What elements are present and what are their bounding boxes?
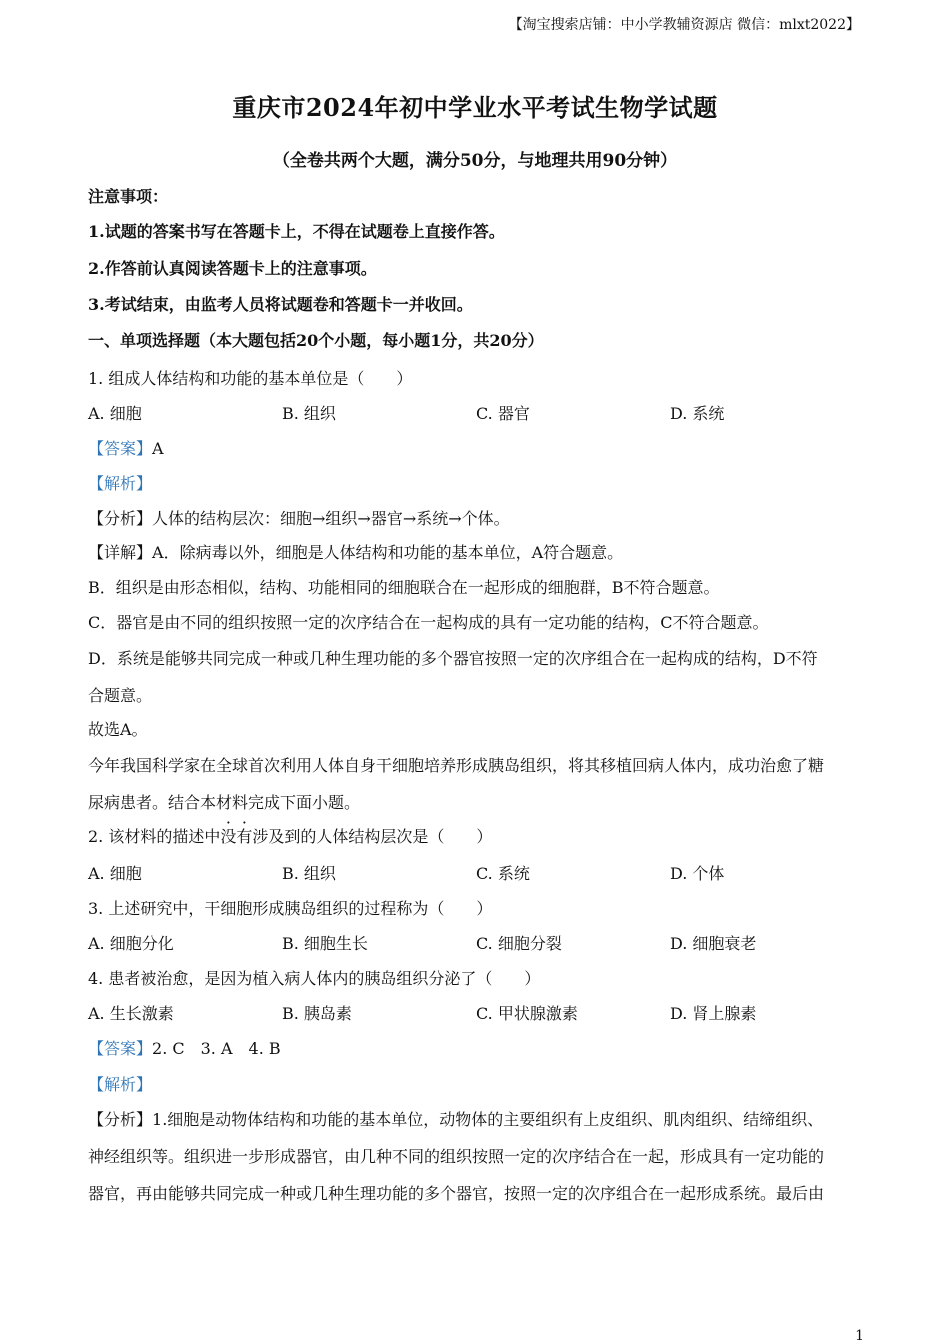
- question-stem: 3. 上述研究中，干细胞形成胰岛组织的过程称为（ ）: [88, 899, 493, 918]
- option-b: B. 组织: [282, 404, 336, 423]
- option-a: A. 细胞: [88, 864, 142, 883]
- fenxi-tag: 【分析】: [88, 1110, 153, 1129]
- emphasis-char: 没: [220, 827, 237, 846]
- notice-heading: 注意事项：: [88, 187, 169, 206]
- option-c: C. 甲状腺激素: [476, 1004, 578, 1023]
- page-subtitle: （全卷共两个大题，满分50分，与地理共用90分钟）: [272, 151, 678, 171]
- header-note: 【淘宝搜索店铺：中小学教辅资源店 微信：mlxt2022】: [508, 17, 860, 33]
- analysis-line: B．组织是由形态相似，结构、功能相同的细胞联合在一起形成的细胞群，B不符合题意。: [88, 578, 720, 597]
- analysis-tag: 【解析】: [88, 474, 153, 493]
- question-stem: 4. 患者被治愈，是因为植入病人体内的胰岛组织分泌了（ ）: [88, 969, 541, 988]
- option-d: D. 细胞衰老: [670, 934, 757, 953]
- section-heading: 一、单项选择题（本大题包括20个小题，每小题1分，共20分）: [88, 331, 544, 350]
- fenxi-text: 1.细胞是动物体结构和功能的基本单位，动物体的主要组织有上皮组织、肌肉组织、结缔组织、: [152, 1110, 824, 1129]
- material-text: 尿病患者。结合本材料完成下面小题。: [88, 793, 361, 812]
- xiangjie-tag: 【详解】: [88, 543, 153, 562]
- analysis-line: 合题意。: [88, 686, 153, 705]
- stem-part: 2. 该材料的描述中: [88, 827, 221, 846]
- option-a: A. 生长激素: [88, 1004, 174, 1023]
- answer-line: [88, 436, 164, 459]
- option-a: A. 细胞分化: [88, 934, 174, 953]
- option-d: D. 系统: [670, 404, 725, 423]
- notice-item: 3.考试结束，由监考人员将试题卷和答题卡一并收回。: [88, 295, 473, 314]
- option-d: D. 个体: [670, 864, 725, 883]
- option-b: B. 细胞生长: [282, 934, 368, 953]
- notice-item: 1.试题的答案书写在答题卡上，不得在试题卷上直接作答。: [88, 222, 505, 241]
- option-c: C. 系统: [476, 864, 530, 883]
- page-number: 1: [855, 1328, 864, 1344]
- answer-tag: 【答案】: [88, 1039, 153, 1058]
- option-d: D. 肾上腺素: [670, 1004, 757, 1023]
- emphasis-char: 有: [236, 827, 253, 846]
- analysis-tag: 【解析】: [88, 1075, 153, 1094]
- question-stem: [88, 824, 492, 847]
- analysis-line: 故选A。: [88, 720, 148, 739]
- answer-value: A: [152, 439, 164, 458]
- option-b: B. 组织: [282, 864, 336, 883]
- analysis-line: C．器官是由不同的组织按照一定的次序结合在一起构成的具有一定功能的结构，C不符合题意。: [88, 613, 769, 632]
- page-title: 重庆市2024年初中学业水平考试生物学试题: [232, 93, 718, 122]
- analysis-line: [88, 540, 623, 563]
- notice-item: 2.作答前认真阅读答题卡上的注意事项。: [88, 259, 377, 278]
- answer-tag: 【答案】: [88, 439, 153, 458]
- answer-line: [88, 1036, 281, 1059]
- question-stem: 1. 组成人体结构和功能的基本单位是（ ）: [88, 369, 413, 388]
- analysis-line: 器官，再由能够共同完成一种或几种生理功能的多个器官，按照一定的次序组合在一起形成系统。最后由: [88, 1184, 825, 1203]
- fenxi-text: 人体的结构层次：细胞→组织→器官→系统→个体。: [152, 509, 510, 528]
- analysis-line: [88, 506, 510, 529]
- material-text: 今年我国科学家在全球首次利用人体自身干细胞培养形成胰岛组织，将其移植回病人体内，成功治愈了糖: [88, 756, 825, 775]
- analysis-line: 神经组织等。组织进一步形成器官，由几种不同的组织按照一定的次序结合在一起，形成具有一定功能的: [88, 1147, 825, 1166]
- option-c: C. 器官: [476, 404, 530, 423]
- answer-value: 2. C 3. A 4. B: [152, 1039, 281, 1058]
- option-a: A. 细胞: [88, 404, 142, 423]
- option-b: B. 胰岛素: [282, 1004, 352, 1023]
- option-c: C. 细胞分裂: [476, 934, 562, 953]
- xiangjie-text: A．除病毒以外，细胞是人体结构和功能的基本单位，A符合题意。: [152, 543, 624, 562]
- fenxi-tag: 【分析】: [88, 509, 153, 528]
- stem-part: 涉及到的人体结构层次是（ ）: [252, 827, 493, 846]
- analysis-line: [88, 1107, 823, 1130]
- analysis-line: D．系统是能够共同完成一种或几种生理功能的多个器官按照一定的次序组合在一起构成的结构，D不符: [88, 649, 818, 668]
